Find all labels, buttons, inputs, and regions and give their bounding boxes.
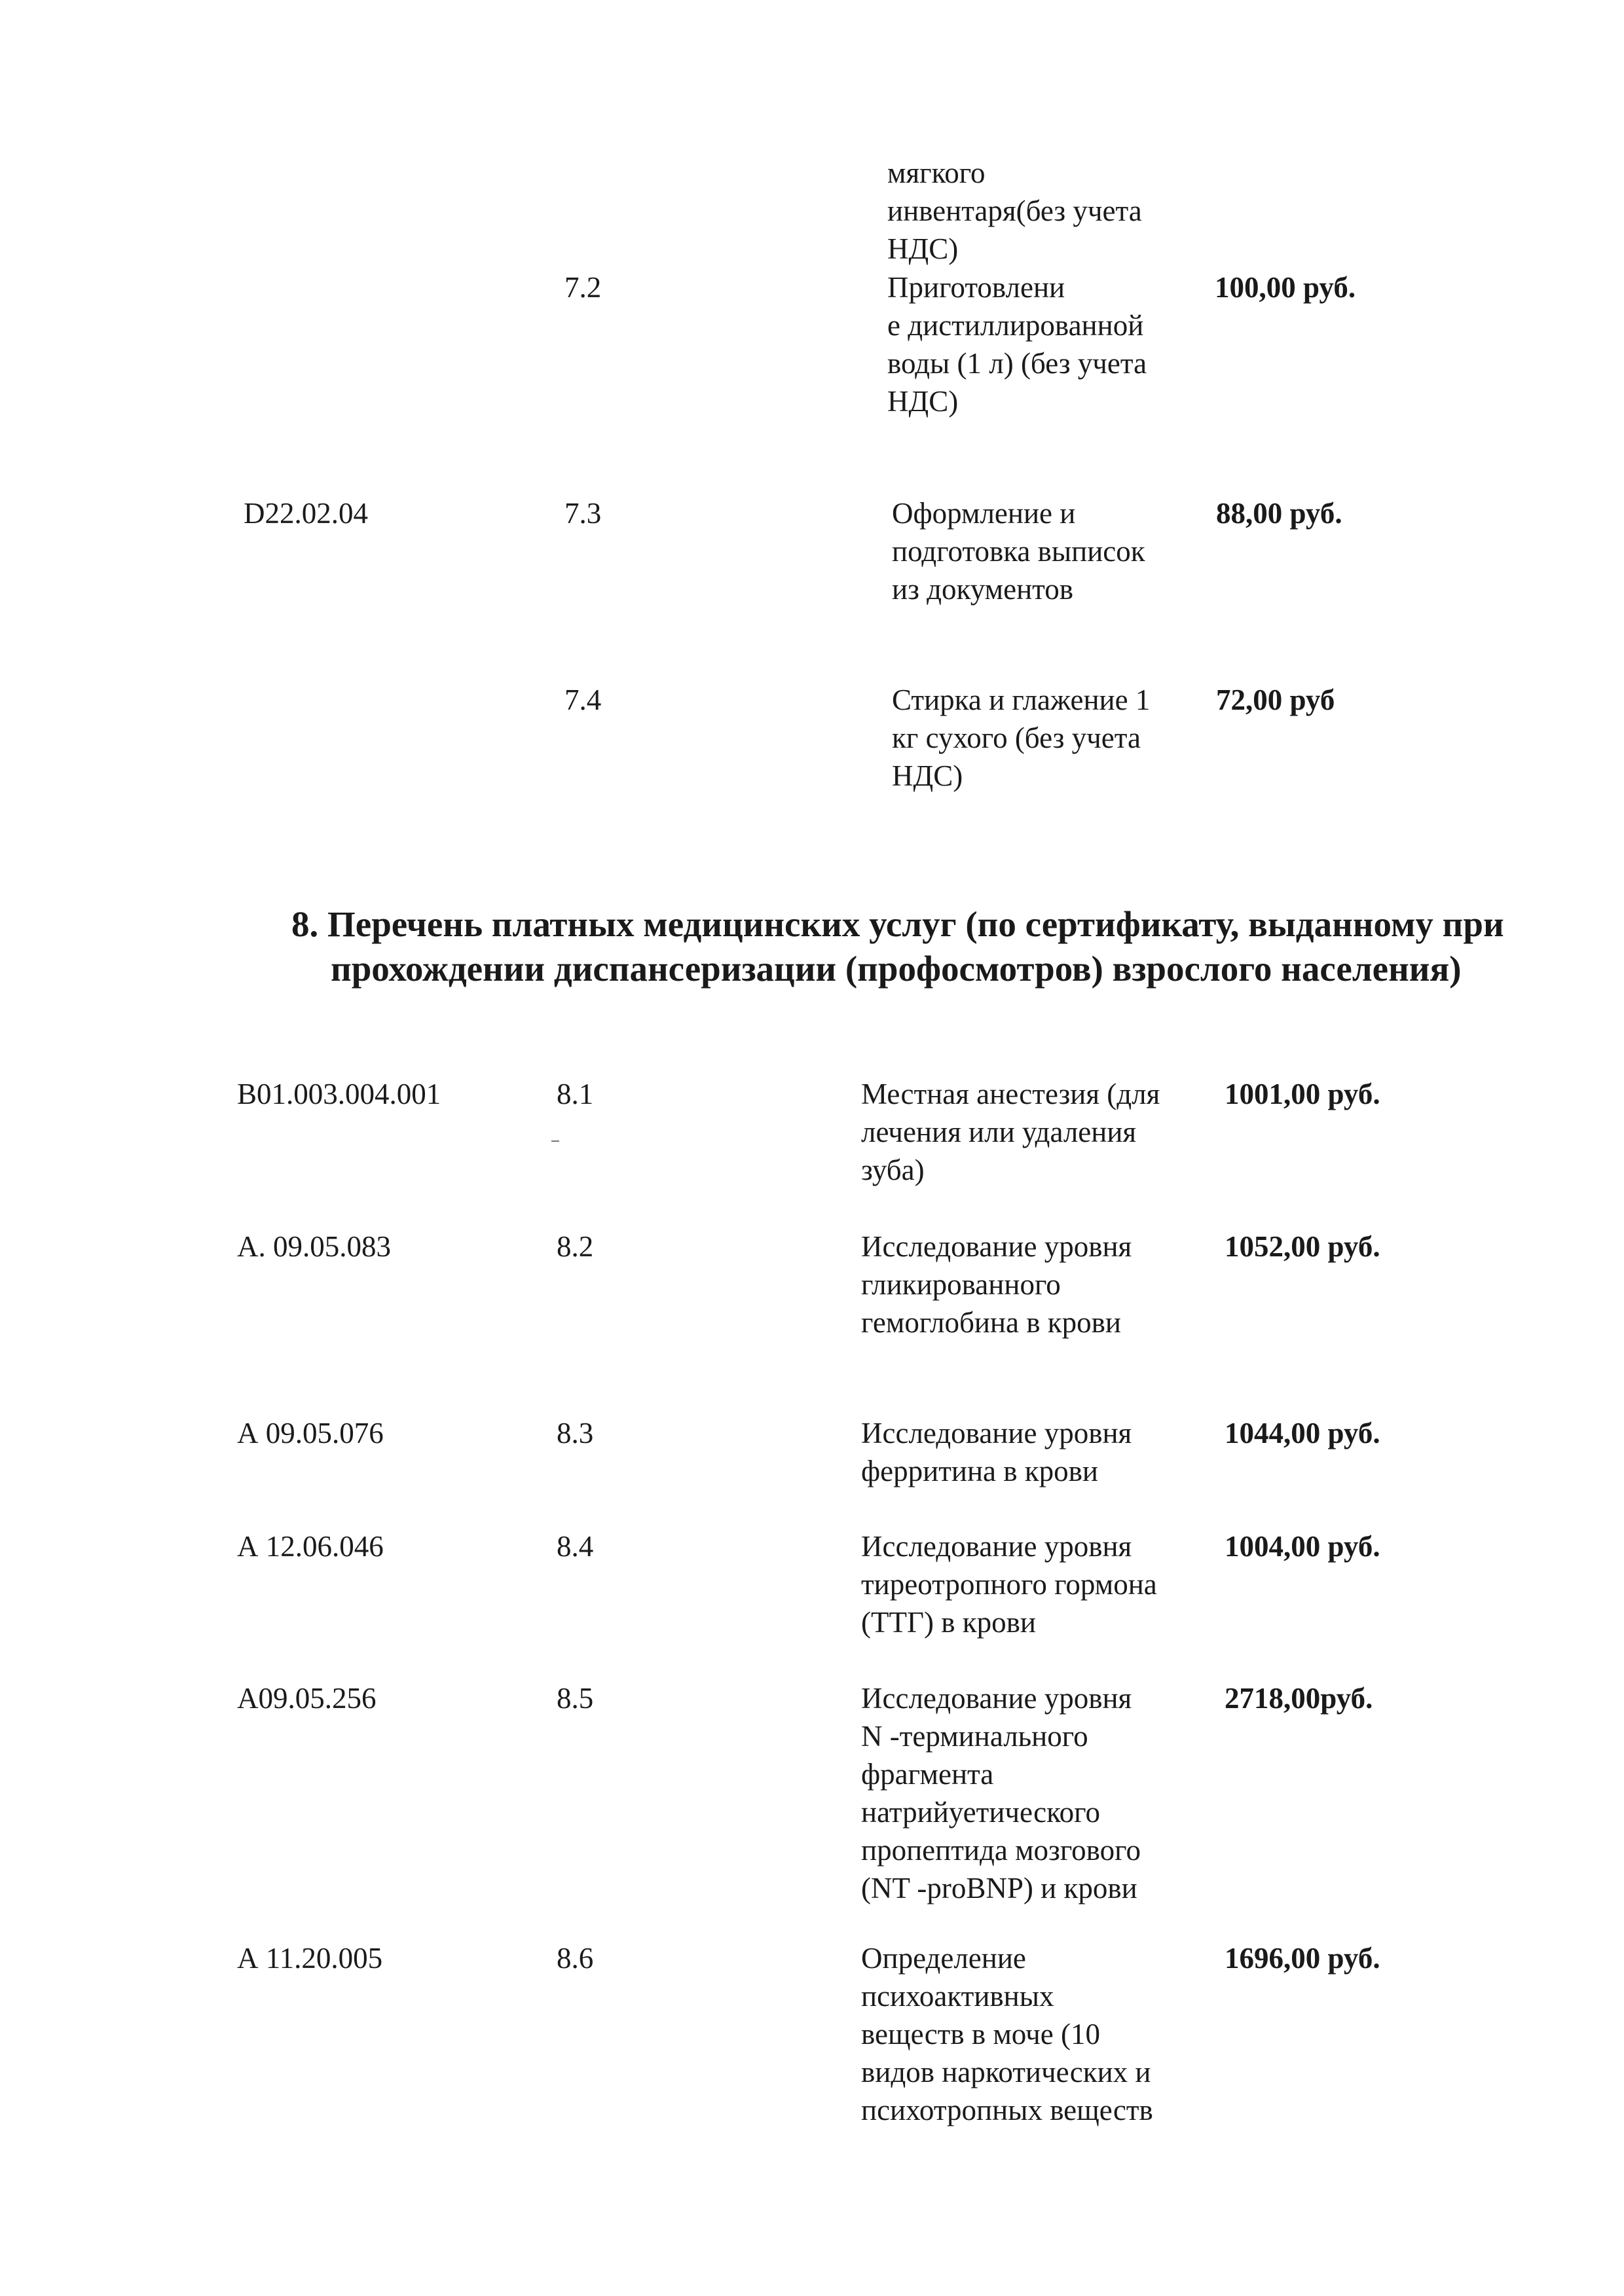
row-8-1-price: 1001,00 руб. — [1225, 1078, 1380, 1110]
row-8-6-number: 8.6 — [557, 1942, 594, 1975]
row-8-3-number: 8.3 — [557, 1417, 594, 1449]
section-8-heading: 8. Перечень платных медицинских услуг (по сертификату, выданному при прохождении диспансеризации (профосмотров) взрослого населения) — [291, 904, 1504, 989]
row-7-3-price: 88,00 руб. — [1216, 497, 1342, 530]
row-7-3-code: D22.02.04 — [244, 497, 368, 530]
row-8-5-code: А09.05.256 — [237, 1682, 377, 1715]
row-7-4-number: 7.4 — [564, 683, 602, 716]
row-8-4-code: А 12.06.046 — [237, 1530, 384, 1563]
row-7-3-description: Оформление и подготовка выписок из документов — [892, 497, 1145, 606]
row-8-3-description: Исследование уровня ферритина в крови — [861, 1417, 1132, 1487]
row-8-5-number: 8.5 — [557, 1682, 594, 1715]
row-8-5-description: Исследование уровня N -терминального фрагмента натрийуетического пропептида мозгового (NT -proBNP) и крови — [861, 1682, 1141, 1904]
row-8-6-price: 1696,00 руб. — [1225, 1942, 1380, 1975]
stray-mark — [551, 1140, 559, 1142]
row-8-3-code: А 09.05.076 — [237, 1417, 384, 1449]
row-8-1-number: 8.1 — [557, 1078, 594, 1110]
row-8-2-code: А. 09.05.083 — [237, 1230, 391, 1263]
row-7-2-number: 7.2 — [564, 271, 602, 304]
row-8-5-price: 2718,00руб. — [1225, 1682, 1373, 1715]
row-8-4-number: 8.4 — [557, 1530, 594, 1563]
row-8-2-price: 1052,00 руб. — [1225, 1230, 1380, 1263]
row-8-3-price: 1044,00 руб. — [1225, 1417, 1380, 1449]
row-8-1-description: Местная анестезия (для лечения или удаления зуба) — [861, 1078, 1160, 1186]
row-7-2-description: Приготовлени е дистиллированной воды (1 л) (без учета НДС) — [887, 271, 1147, 418]
row-8-6-code: А 11.20.005 — [237, 1942, 383, 1975]
row-8-6-description: Определение психоактивных веществ в моче (10 видов наркотических и психотропных веществ — [861, 1942, 1153, 2126]
row-7-3-number: 7.3 — [564, 497, 602, 530]
row-7-4-price: 72,00 руб — [1216, 683, 1335, 716]
row-7-4-description: Стирка и глажение 1 кг сухого (без учета НДС) — [892, 683, 1151, 792]
row-8-2-number: 8.2 — [557, 1230, 594, 1263]
row-8-4-price: 1004,00 руб. — [1225, 1530, 1380, 1563]
row-8-2-description: Исследование уровня гликированного гемоглобина в крови — [861, 1230, 1132, 1339]
row-7-1-description: мягкого инвентаря(без учета НДС) — [887, 156, 1142, 265]
row-8-1-code: B01.003.004.001 — [237, 1078, 441, 1110]
row-8-4-description: Исследование уровня тиреотропного гормона (ТТГ) в крови — [861, 1530, 1157, 1639]
row-7-2-price: 100,00 руб. — [1215, 271, 1356, 304]
